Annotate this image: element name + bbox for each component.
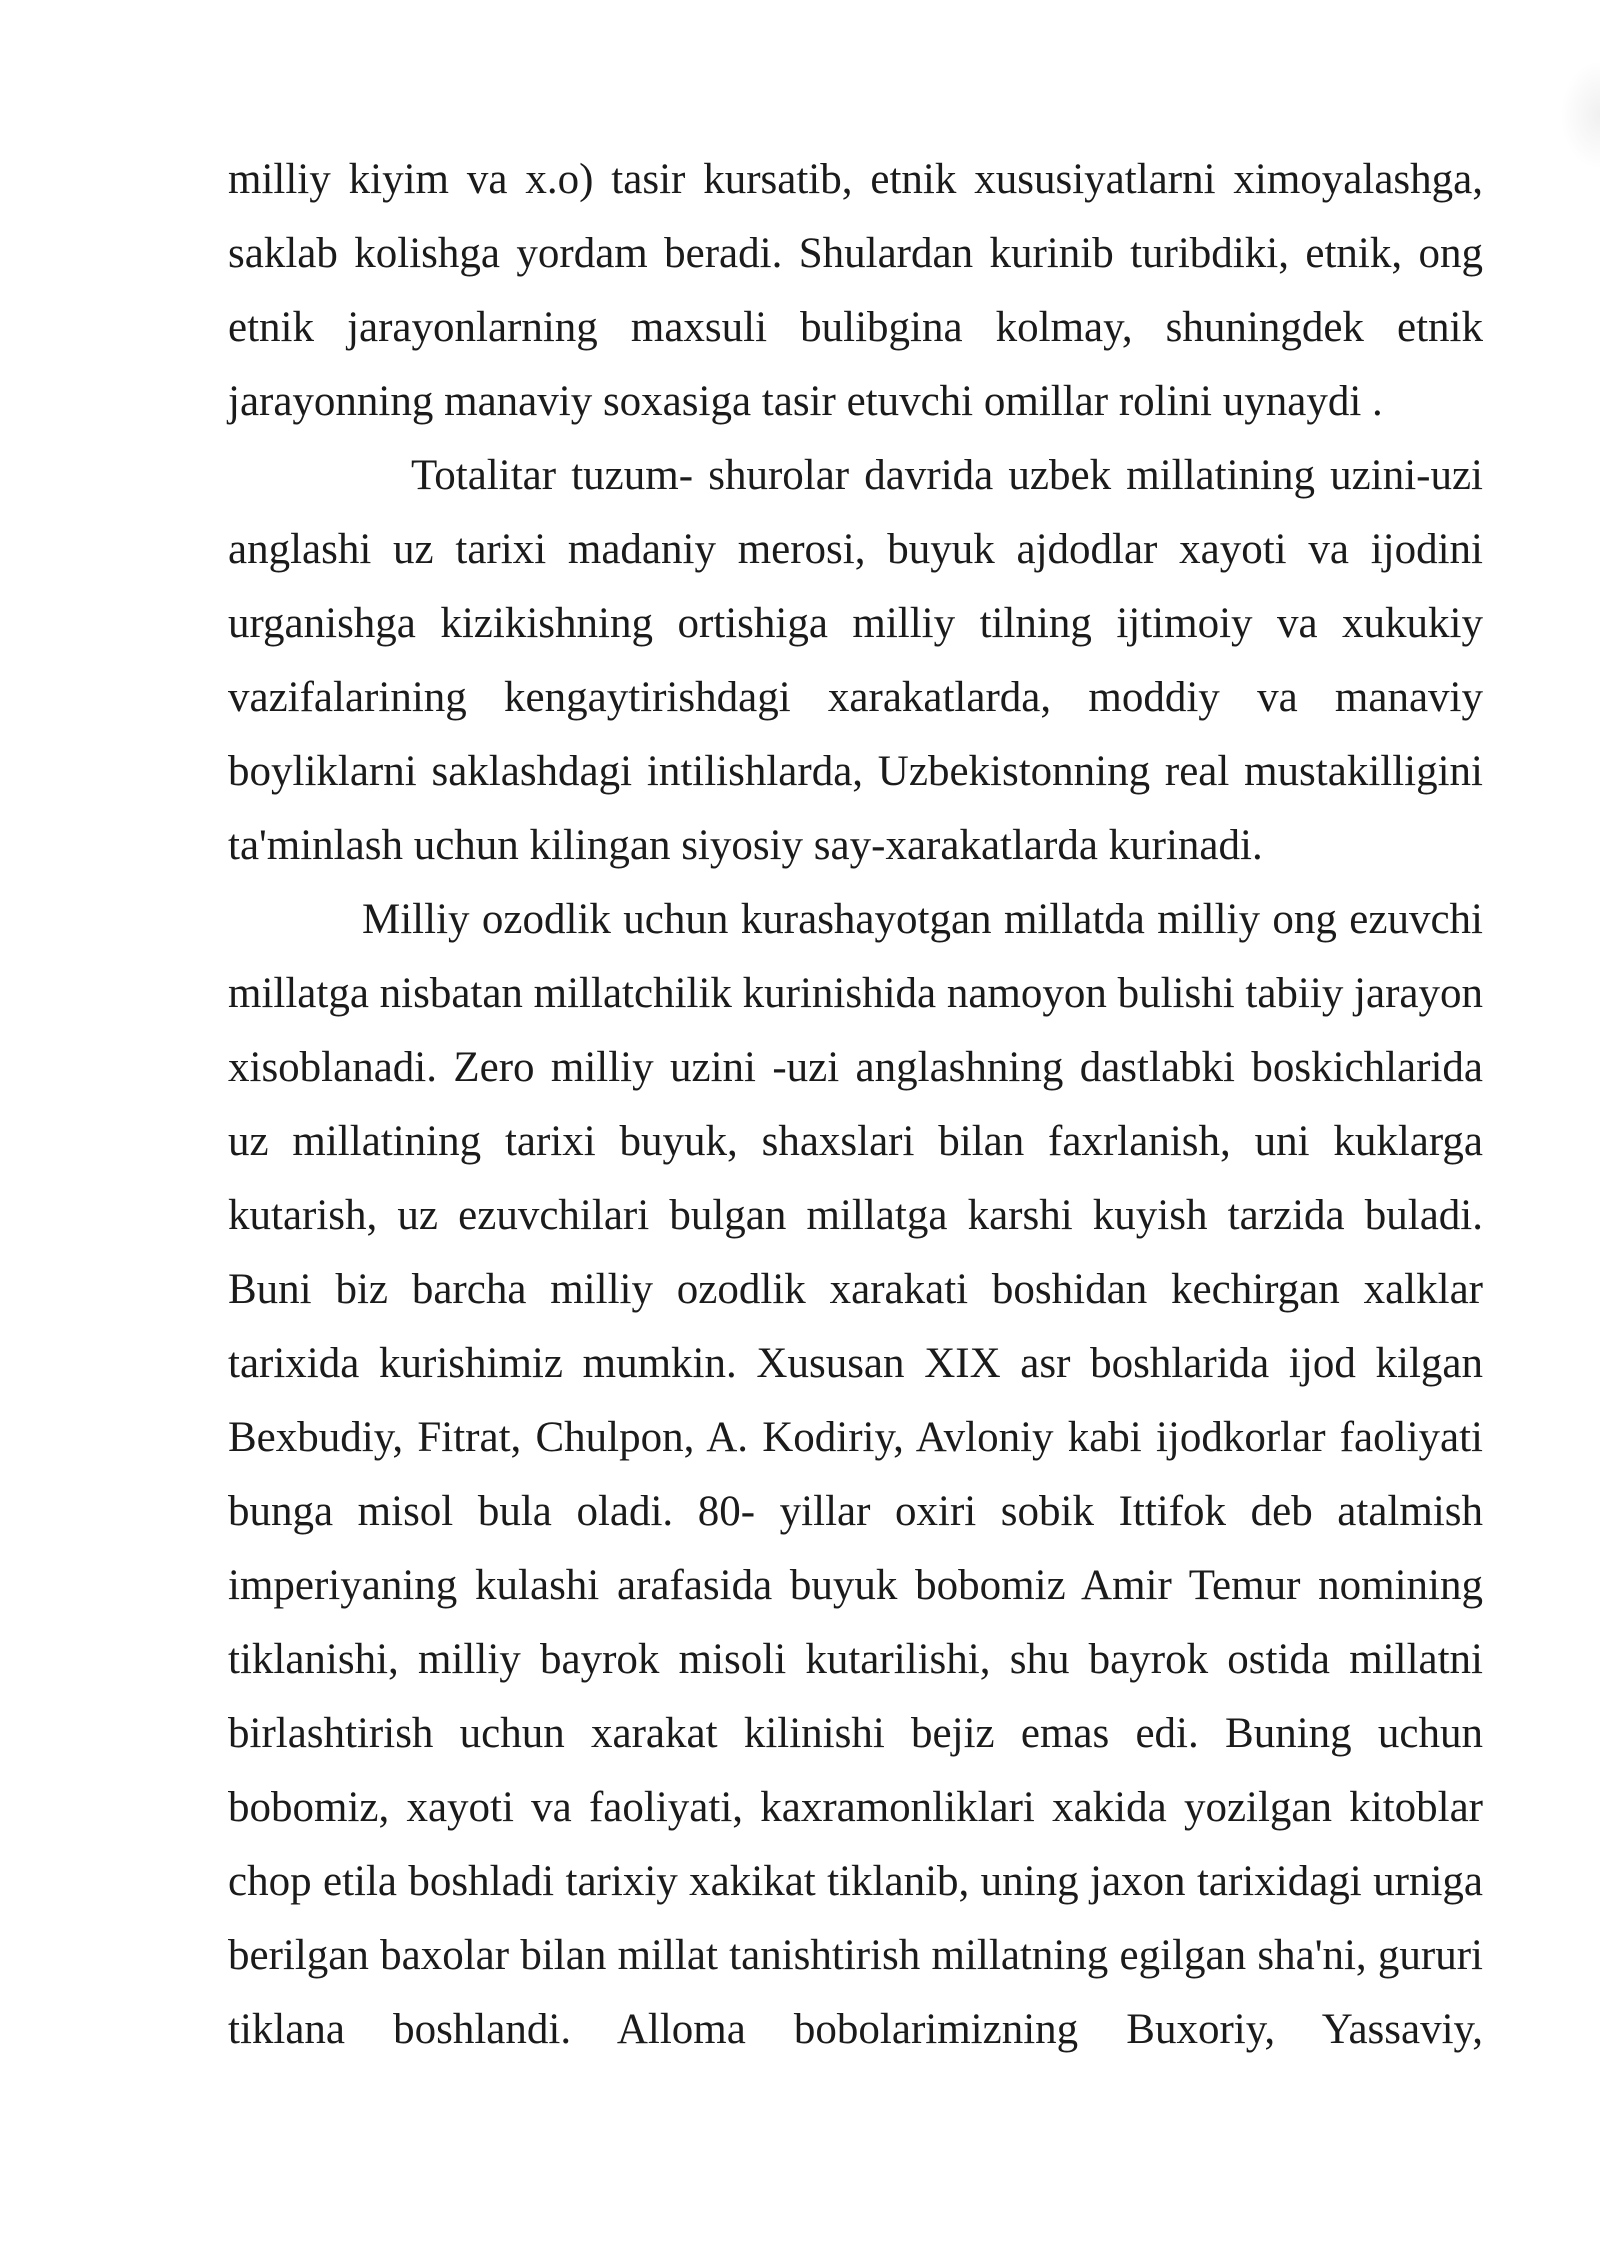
text-line: anglashi uz tarixi madaniy merosi, buyuk ajdodlar xayoti va ijodini: [228, 526, 1483, 573]
text-line: bobomiz, xayoti va faoliyati, kaxramonliklari xakida yozilgan kitoblar: [228, 1784, 1483, 1831]
text-line: xisoblanadi. Zero milliy uzini -uzi anglashning dastlabki boskichlarida: [228, 1044, 1483, 1091]
paragraph: [228, 439, 1483, 883]
text-line: millatga nisbatan millatchilik kurinishida namoyon bulishi tabiiy jarayon: [228, 970, 1483, 1017]
text-line: uz millatining tarixi buyuk, shaxslari bilan faxrlanish, uni kuklarga: [228, 1118, 1483, 1165]
text-line: tiklanishi, milliy bayrok misoli kutarilishi, shu bayrok ostida millatni: [228, 1636, 1483, 1683]
text-line: bunga misol bula oladi. 80- yillar oxiri sobik Ittifok deb atalmish: [228, 1488, 1483, 1535]
text-line: Milliy ozodlik uchun kurashayotgan millatda milliy ong ezuvchi: [362, 896, 1483, 943]
text-line: tarixida kurishimiz mumkin. Xususan XIX asr boshlarida ijod kilgan: [228, 1340, 1483, 1387]
text-line: vazifalarining kengaytirishdagi xarakatlarda, moddiy va manaviy: [228, 674, 1483, 721]
page-edge-shadow: [1560, 60, 1600, 170]
text-line: berilgan baxolar bilan millat tanishtirish millatning egilgan sha'ni, gururi: [228, 1932, 1483, 1979]
text-line: birlashtirish uchun xarakat kilinishi bejiz emas edi. Buning uchun: [228, 1710, 1483, 1757]
text-line: saklab kolishga yordam beradi. Shulardan kurinib turibdiki, etnik, ong: [228, 230, 1483, 277]
text-line: Buni biz barcha milliy ozodlik xarakati boshidan kechirgan xalklar: [228, 1266, 1483, 1313]
text-line: jarayonning manaviy soxasiga tasir etuvchi omillar rolini uynaydi .: [228, 378, 1383, 425]
text-line: kutarish, uz ezuvchilari bulgan millatga karshi kuyish tarzida buladi.: [228, 1192, 1483, 1239]
text-line: boyliklarni saklashdagi intilishlarda, Uzbekistonning real mustakilligini: [228, 748, 1483, 795]
text-line: chop etila boshladi tarixiy xakikat tiklanib, uning jaxon tarixidagi urniga: [228, 1858, 1483, 1905]
text-line: imperiyaning kulashi arafasida buyuk bobomiz Amir Temur nomining: [228, 1562, 1483, 1609]
text-line: urganishga kizikishning ortishiga milliy tilning ijtimoiy va xukukiy: [228, 600, 1483, 647]
paragraph: [228, 883, 1483, 2067]
text-line: Bexbudiy, Fitrat, Chulpon, A. Kodiriy, Avloniy kabi ijodkorlar faoliyati: [228, 1414, 1483, 1461]
text-line: milliy kiyim va x.o) tasir kursatib, etnik xususiyatlarni ximoyalashga,: [228, 156, 1483, 203]
body-text: [228, 143, 1483, 2067]
text-line: ta'minlash uchun kilingan siyosiy say-xarakatlarda kurinadi.: [228, 822, 1263, 869]
paragraph-continued: [228, 143, 1483, 439]
text-line: etnik jarayonlarning maxsuli bulibgina kolmay, shuningdek etnik: [228, 304, 1483, 351]
text-line: tiklana boshlandi. Alloma bobolarimizning Buxoriy, Yassaviy,: [228, 2006, 1483, 2053]
text-line: Totalitar tuzum- shurolar davrida uzbek millatining uzini-uzi: [411, 452, 1483, 499]
